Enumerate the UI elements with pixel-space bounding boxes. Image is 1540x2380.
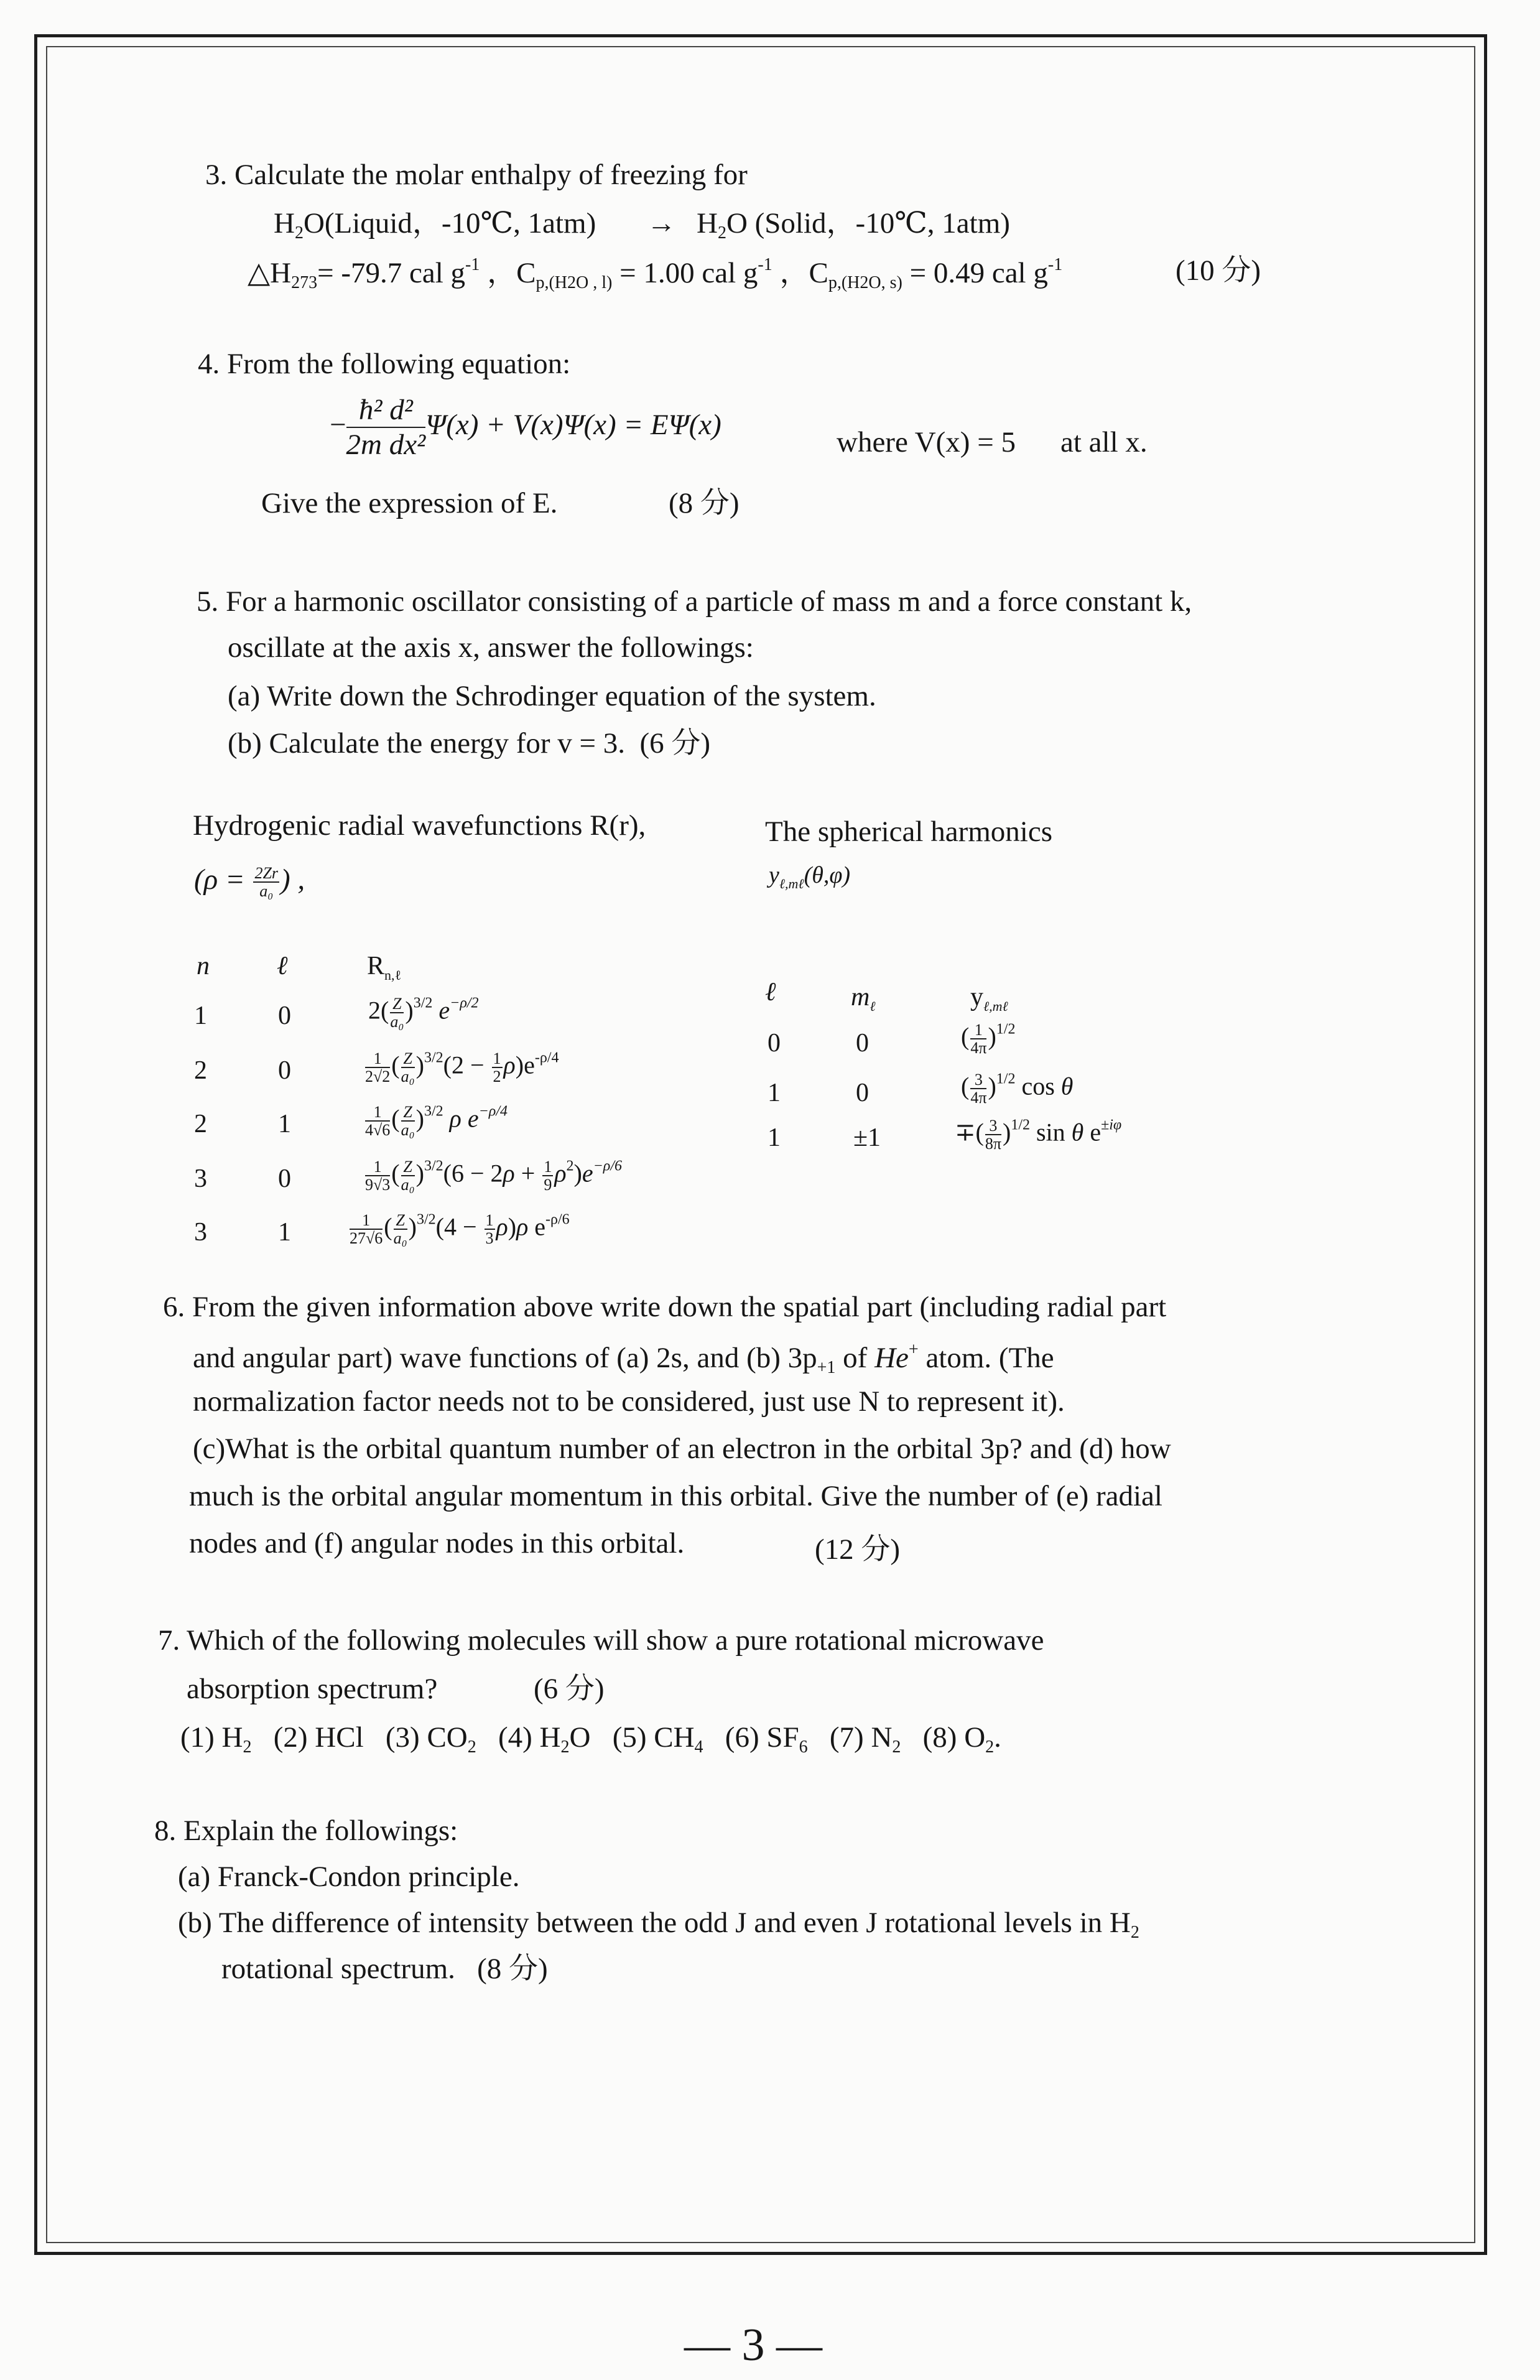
radial-row-3-l: 1 xyxy=(278,1110,291,1138)
radial-row-1-l: 0 xyxy=(278,1002,291,1030)
radial-row-4-expr: $\frac{1}{9√3}$ ( $\frac{Z}{\text{a₀}}$ )$^{3/2}$(6 − 2ρ + $\frac{1}{9}$ $\rho^2)e^{-\rho/6}$ xyxy=(365,1158,622,1194)
q7-option-6: (6) SF6 xyxy=(725,1721,808,1757)
q8-line2: (a) Franck-Condon principle. xyxy=(178,1861,520,1893)
radial-col-l: ℓ xyxy=(277,952,288,980)
q4-equation: − $\frac{\text{ħ² d²}}{\text{2m dx²}}$ Ψ(x) + V(x)Ψ(x) = EΨ(x) xyxy=(330,394,721,462)
spherical-col-m: $m_\ell$ xyxy=(851,983,876,1014)
spherical-row-1-expr: ( $\frac{1}{4\pi}$ )$^{1/2}$ xyxy=(961,1021,1016,1058)
radial-row-3-n: 2 xyxy=(194,1110,207,1138)
q5-line2: oscillate at the axis x, answer the followings: xyxy=(228,631,754,664)
q7-option-2: (2) HCl xyxy=(273,1721,364,1754)
radial-row-5-n: 3 xyxy=(194,1218,207,1247)
q7-option-4: (4) H2O xyxy=(498,1721,591,1757)
q8-line1: 8. Explain the followings: xyxy=(154,1815,458,1847)
q7-option-8: (8) O2. xyxy=(922,1721,1001,1757)
q3-title: 3. Calculate the molar enthalpy of freezing for xyxy=(205,159,748,191)
q7-option-1: (1) H2 xyxy=(180,1721,252,1757)
q7-option-3: (3) CO2 xyxy=(385,1721,476,1757)
q4-where: where V(x) = 5 xyxy=(837,426,1016,458)
q7-options xyxy=(180,1723,1001,1756)
spherical-col-y: $y_{\ell,m\ell}$ xyxy=(970,983,1008,1014)
q6-line3: normalization factor needs not to be considered, just use N to represent it). xyxy=(193,1385,1065,1418)
radial-row-4-l: 0 xyxy=(278,1164,291,1193)
radial-col-n: n xyxy=(197,952,210,980)
q4-points: (8 分) xyxy=(669,487,740,519)
rho-definition: (ρ = $\frac{2Zr}{\text{a₀}}$ ) , xyxy=(194,863,305,901)
q7-line1: 7. Which of the following molecules will show a pure rotational microwave xyxy=(158,1624,1044,1657)
q7-option-5: (5) CH4 xyxy=(612,1721,703,1757)
radial-row-1-n: 1 xyxy=(194,1002,207,1030)
radial-row-5-l: 1 xyxy=(278,1218,291,1247)
radial-row-1-expr: 2( $\frac{Z}{\text{a₀}}$ )$^{3/2}$ $e^{-\rho/2}$ xyxy=(368,995,479,1031)
q6-line4: (c)What is the orbital quantum number of an electron in the orbital 3p? and (d) how xyxy=(193,1433,1171,1465)
spherical-col-l: ℓ xyxy=(765,978,776,1006)
spherical-row-2-m: 0 xyxy=(856,1079,869,1107)
q3-data-line: △H273= -79.7 cal $g^{-1}$ ，Cp,(H2O , l) = 1.00 cal $g^{-1}$ ，Cp,(H2O, s) = 0.49 cal $g^{-1}$ xyxy=(248,255,1063,292)
spherical-row-1-l: 0 xyxy=(768,1029,781,1058)
q5-line1: 5. For a harmonic oscillator consisting of a particle of mass m and a force constant k, xyxy=(197,585,1192,618)
radial-row-4-n: 3 xyxy=(194,1164,207,1193)
page-number: — 3 — xyxy=(684,2320,822,2371)
q6-line2: and angular part) wave functions of (a) 2s, and (b) 3p+1 of He+ atom. (The xyxy=(193,1340,1054,1377)
spherical-row-2-l: 1 xyxy=(768,1079,781,1107)
q6-line6: nodes and (f) angular nodes in this orbital. xyxy=(189,1527,685,1560)
spherical-row-3-m: ±1 xyxy=(853,1123,881,1152)
radial-row-2-n: 2 xyxy=(194,1056,207,1085)
q6-line5: much is the orbital angular momentum in this orbital. Give the number of (e) radial xyxy=(189,1480,1162,1512)
radial-row-2-expr: $\frac{1}{2√2}$ ( $\frac{Z}{\text{a₀}}$ )$^{3/2}$(2 − $\frac{1}{2}$ $\rho)e^{-\rho/4}$ xyxy=(365,1049,559,1086)
radial-title: Hydrogenic radial wavefunctions R(r), xyxy=(193,809,646,842)
spherical-title: The spherical harmonics xyxy=(765,816,1052,848)
q4-fraction: $\frac{\text{ħ² d²}}{\text{2m dx²}}$ xyxy=(346,394,426,462)
spherical-symbol: $y_{\ell,m\ell}(\theta,\varphi)$ xyxy=(769,862,851,891)
q4-title: 4. From the following equation: xyxy=(198,348,571,380)
q7-option-7: (7) N2 xyxy=(829,1721,901,1757)
q3-reaction-left: H2O(Liquid，-10℃, 1atm) xyxy=(274,207,596,243)
q7-points: (6 分) xyxy=(534,1673,605,1705)
q5-line3: (a) Write down the Schrodinger equation of the system. xyxy=(228,680,876,712)
q7-line2: absorption spectrum? xyxy=(187,1673,438,1705)
q8-line4: rotational spectrum. (8 分) xyxy=(221,1953,548,1985)
radial-row-2-l: 0 xyxy=(278,1056,291,1085)
q3-arrow: → xyxy=(647,207,676,239)
q6-line1: 6. From the given information above write down the spatial part (including radial part xyxy=(163,1291,1167,1323)
spherical-row-1-m: 0 xyxy=(856,1029,869,1058)
q6-points: (12 分) xyxy=(815,1533,901,1566)
q8-line3: (b) The difference of intensity between the odd J and even J rotational levels in H2 xyxy=(178,1907,1139,1942)
q5-line4: (b) Calculate the energy for v = 3. (6 分) xyxy=(228,727,711,760)
q3-points: (10 分) xyxy=(1176,254,1261,287)
radial-col-r: $R_{n,\ell}$ xyxy=(367,952,402,983)
q3-reaction-right: H2O (Solid，-10℃, 1atm) xyxy=(697,207,1010,243)
q4-give: Give the expression of E. xyxy=(261,487,558,519)
spherical-row-3-expr: ∓( $\frac{3}{8\pi}$ )$^{1/2}$ sin θ $e^{\pm i\varphi}$ xyxy=(955,1117,1122,1153)
radial-row-3-expr: $\frac{1}{4√6}$ ( $\frac{Z}{\text{a₀}}$ )$^{3/2}$ ρ $e^{-\rho/4}$ xyxy=(365,1103,508,1140)
q4-at-all: at all x. xyxy=(1060,426,1148,458)
spherical-row-3-l: 1 xyxy=(768,1123,781,1152)
radial-row-5-expr: $\frac{1}{27√6}$ ( $\frac{Z}{\text{a₀}}$ )$^{3/2}$(4 − $\frac{1}{3}$ ρ)ρ $e^{-\rho/6}$ xyxy=(350,1211,570,1248)
spherical-row-2-expr: ( $\frac{3}{4\pi}$ )$^{1/2}$ cos θ xyxy=(961,1071,1074,1107)
